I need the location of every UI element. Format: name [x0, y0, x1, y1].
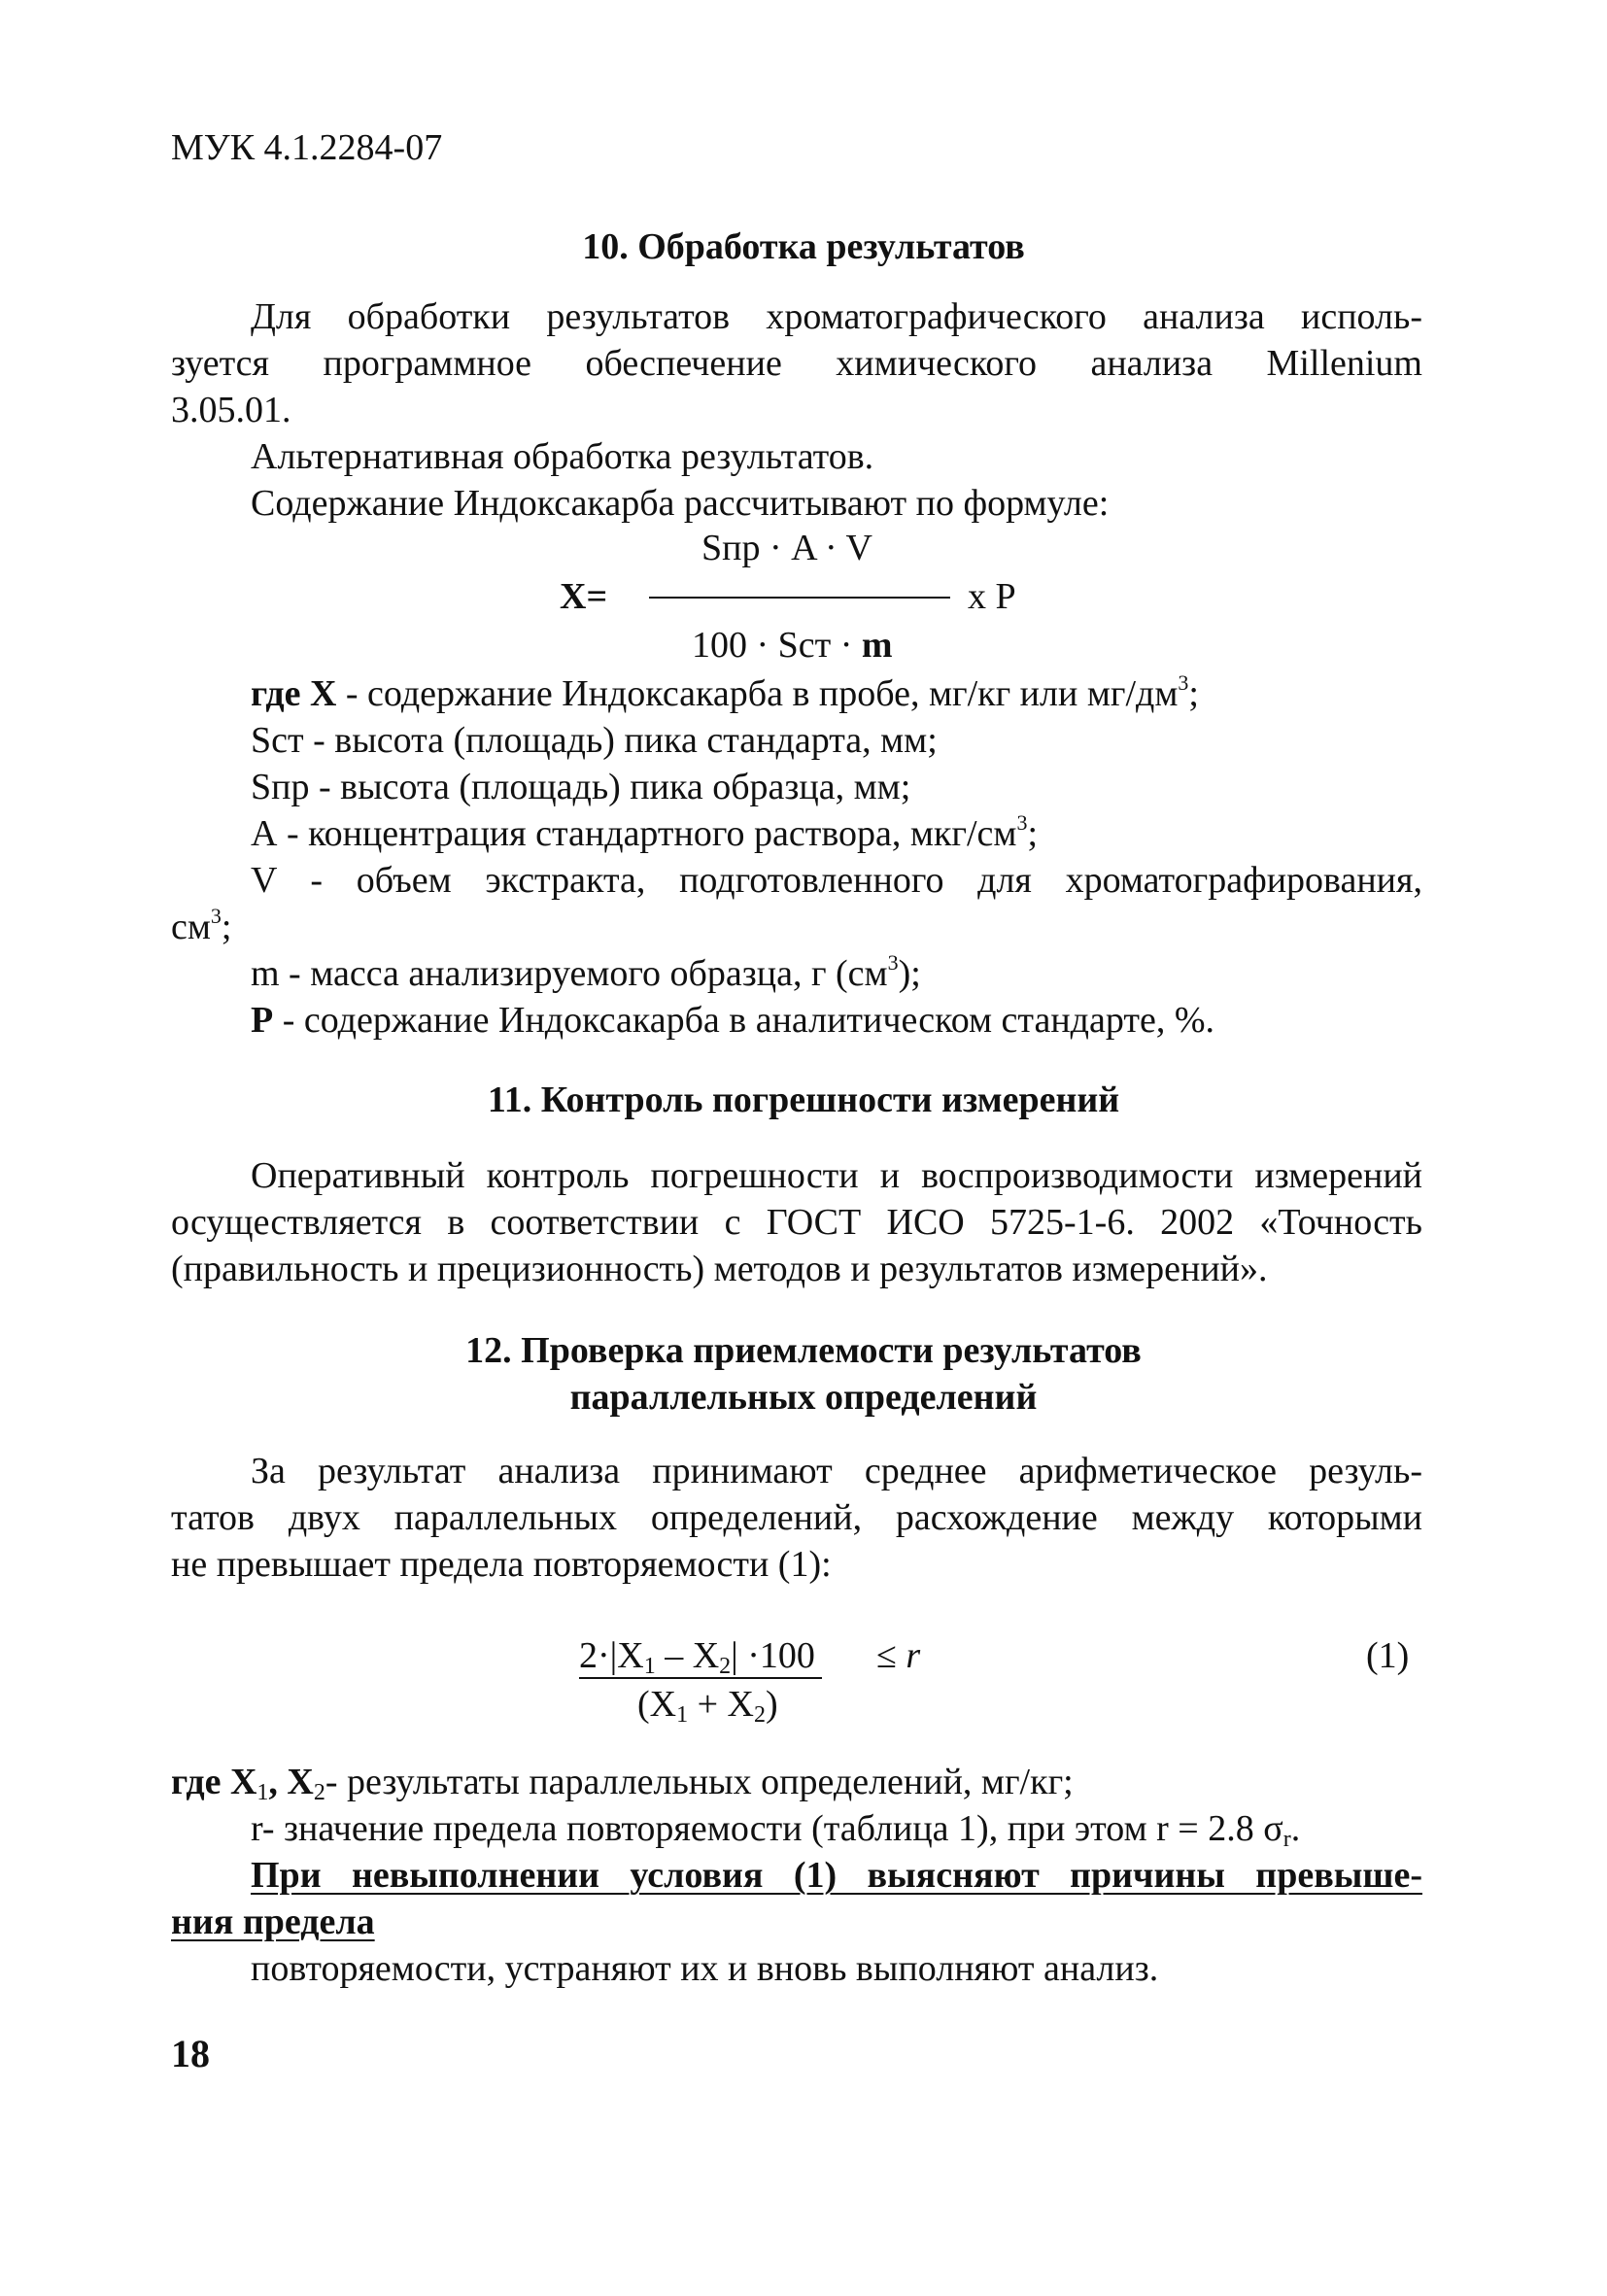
where-x-text: - результаты параллельных определений, мг/кг; — [325, 1762, 1074, 1802]
section-12-title-line2: параллельных определений — [569, 1377, 1038, 1418]
formula-1-den-part-a: (X — [637, 1684, 677, 1725]
def-a-sup: 3 — [1016, 810, 1028, 835]
formula-x-rhs: x P — [968, 576, 1016, 617]
def-a-text: А - концентрация стандартного раствора, мкг/см — [251, 813, 1017, 854]
formula-1-num-part-b: – X — [655, 1635, 720, 1676]
def-m — [251, 950, 921, 997]
final-line: повторяемости, устраняют их и вновь выполняют анализ. — [251, 1948, 1159, 1989]
where-r-sub: r — [1282, 1827, 1291, 1852]
document-code: МУК 4.1.2284-07 — [171, 127, 443, 168]
formula-1-den-sub2: 2 — [753, 1702, 766, 1728]
formula-x-lhs: X= — [560, 576, 608, 617]
formula-1-den-sub1: 1 — [676, 1702, 689, 1728]
def-v-line2 — [171, 904, 231, 950]
sec12-para1-line2: татов двух параллельных определений, расхождение между которыми — [171, 1497, 1422, 1538]
def-m-end: ); — [898, 953, 921, 994]
where-x2-sub: 2 — [313, 1780, 325, 1805]
sec10-para1-line3: 3.05.01. — [171, 390, 291, 430]
sec11-line2: осуществляется в соответствии с ГОСТ ИСО 5725-1-6. 2002 «Точность — [171, 1202, 1422, 1243]
where-x1-sub: 1 — [256, 1780, 269, 1805]
def-p-text: - содержание Индоксакарба в аналитическом стандарте, %. — [273, 1000, 1214, 1041]
sec10-para1-line1: Для обработки результатов хроматографического анализа исполь- — [251, 296, 1422, 337]
warning-line1: При невыполнении условия (1) выясняют причины превыше- — [251, 1855, 1422, 1896]
formula-1-den-part-c: ) — [765, 1684, 778, 1725]
def-x-sup: 3 — [1178, 670, 1189, 695]
warning-line2: ния предела — [171, 1902, 375, 1942]
def-x-end: ; — [1188, 673, 1199, 714]
formula-1-numerator — [579, 1632, 815, 1679]
sec10-para3: Содержание Индоксакарба рассчитывают по формуле: — [251, 483, 1110, 524]
def-v-unit: см — [171, 907, 211, 947]
section-10-title: 10. Обработка результатов — [582, 226, 1025, 267]
def-m-sup: 3 — [887, 950, 899, 975]
formula-x-denominator-m: m — [861, 625, 893, 666]
def-v-sup: 3 — [210, 904, 222, 928]
where-r-end: . — [1290, 1808, 1301, 1849]
def-x-text: - содержание Индоксакарба в пробе, мг/кг или мг/дм — [336, 673, 1179, 714]
formula-1-num-part-c: | ·100 — [731, 1635, 815, 1676]
where-r-text: r- значение предела повторяемости (таблица 1), при этом r = 2.8 σ — [251, 1808, 1283, 1849]
formula-1-num-sub2: 2 — [719, 1654, 732, 1679]
page-number: 18 — [171, 2032, 210, 2075]
sec10-para1-line2: зуется программное обеспечение химического анализа Millenium — [171, 343, 1422, 384]
def-sst: Sст - высота (площадь) пика стандарта, мм; — [251, 720, 938, 761]
formula-1-r: r — [906, 1635, 921, 1676]
sec12-para1-line3: не превышает предела повторяемости (1): — [171, 1544, 832, 1585]
def-m-text: m - масса анализируемого образца, г (см — [251, 953, 888, 994]
sec10-para2: Альтернативная обработка результатов. — [251, 436, 874, 477]
def-snp: Sпр - высота (площадь) пика образца, мм; — [251, 767, 911, 807]
def-a-end: ; — [1027, 813, 1039, 854]
def-x-symbol: где X — [251, 673, 337, 714]
formula-1-le: ≤ — [876, 1635, 906, 1676]
sec11-line3: (правильность и прецизионность) методов и результатов измерений». — [171, 1249, 1268, 1289]
formula-x-denominator — [692, 622, 893, 668]
where-x1-label: где X — [171, 1762, 257, 1802]
where-x1-x2 — [171, 1759, 1074, 1805]
def-a — [251, 810, 1038, 857]
formula-x-fraction-line — [649, 597, 950, 599]
where-x2-label: , X — [268, 1762, 314, 1802]
def-v-line1: V - объем экстракта, подготовленного для хроматографирования, — [251, 860, 1422, 901]
def-p — [251, 997, 1214, 1044]
def-x — [251, 670, 1199, 717]
def-v-end: ; — [221, 907, 232, 947]
sec12-para1-line1: За результат анализа принимают среднее арифметическое резуль- — [251, 1451, 1422, 1491]
formula-1-num-sub1: 1 — [643, 1654, 656, 1679]
section-12-title-line1: 12. Проверка приемлемости результатов — [465, 1330, 1142, 1371]
section-11-title: 11. Контроль погрешности измерений — [487, 1079, 1120, 1120]
formula-1-denominator — [637, 1681, 778, 1728]
formula-1-fraction-line — [579, 1677, 822, 1679]
formula-1-num-part-a: 2·|X — [579, 1635, 644, 1676]
formula-1-number: (1) — [1366, 1635, 1410, 1676]
sec11-line1: Оперативный контроль погрешности и воспроизводимости измерений — [251, 1155, 1422, 1196]
where-r — [251, 1805, 1300, 1852]
formula-x-numerator: Sпр · A · V — [701, 528, 872, 568]
def-p-symbol: Р — [251, 1000, 274, 1041]
formula-x-denominator-main: 100 · Sст · — [692, 625, 862, 666]
formula-1-den-part-b: + X — [688, 1684, 754, 1725]
formula-1-condition — [876, 1632, 920, 1679]
